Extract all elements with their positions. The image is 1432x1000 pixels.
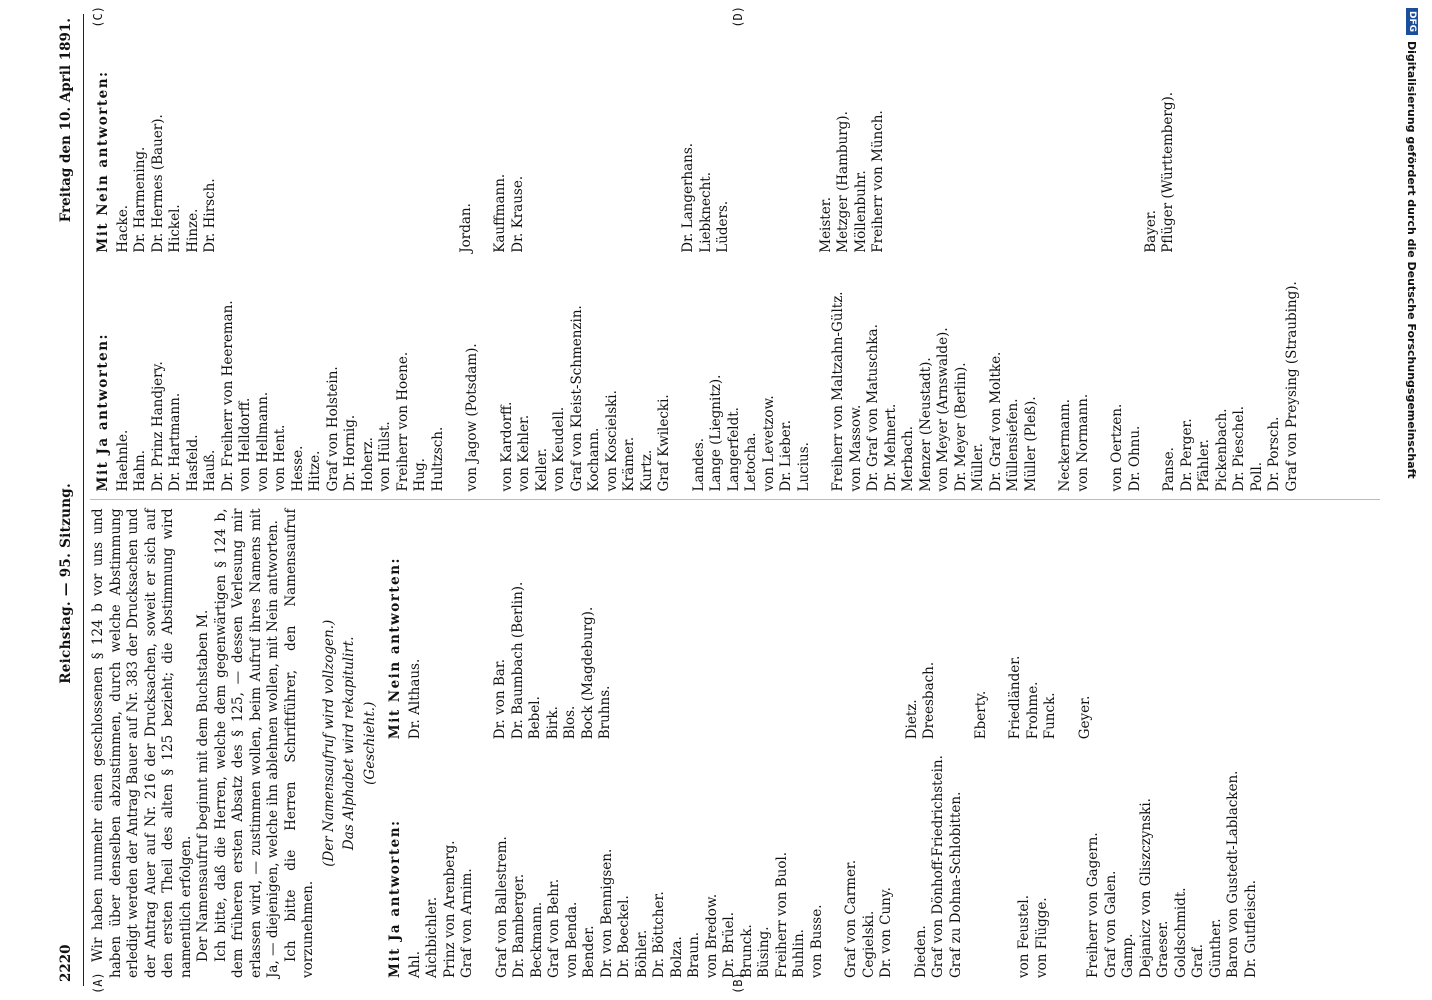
ja-name [896, 747, 913, 978]
ja-name: Dr. Porsch. [1266, 416, 1282, 492]
digitization-note-text [1400, 8, 1424, 992]
nein-name [733, 22, 750, 253]
nein-name [939, 22, 956, 253]
nein-name [356, 22, 373, 253]
ja-name: von Kardorff. [498, 401, 515, 492]
protocol-note: Das Alphabet wird rekapitulirt. [341, 636, 357, 851]
dfg-logo: DFG [1406, 8, 1418, 35]
nein-name: Blos. [562, 705, 578, 740]
nein-name: Dr. Harmening. [132, 146, 148, 253]
ja-name: Dr. Perger. [1178, 418, 1195, 492]
nein-name: Meister. [817, 197, 834, 253]
ja-name: Keller. [533, 447, 550, 492]
nein-name [339, 22, 356, 253]
nein-name [785, 509, 802, 740]
left-column [90, 501, 1380, 994]
ja-name: Hasfeld. [184, 434, 201, 492]
ja-name: Dr. Bamberger. [511, 873, 527, 978]
ja-name [1068, 747, 1085, 978]
nein-name: Bebel. [527, 696, 543, 740]
ja-name: Pfähler. [1196, 439, 1212, 492]
ja-name: Dr. Mehnert. [882, 403, 899, 492]
nein-name [1041, 22, 1058, 253]
nein-name [750, 22, 767, 253]
nein-heading-right: Mit Nein antworten: [95, 70, 111, 253]
ja-name: Menzer (Neustadt). [917, 357, 934, 492]
ja-name: Lange (Liegnitz). [708, 374, 724, 492]
ja-name: Neckermann. [1057, 398, 1073, 492]
ja-name: Prinz von Arenberg. [441, 840, 458, 978]
nein-list-left [407, 509, 1261, 748]
ja-name: Dr. Boeckel. [616, 895, 632, 978]
nein-name [615, 509, 632, 740]
nein-name [629, 22, 646, 253]
ja-name: von Meyer (Arnswalde). [935, 327, 951, 492]
page-date: Freitag den 10. April 1891. [58, 18, 74, 223]
ja-name: von Hent. [272, 424, 288, 492]
nein-name: Möllenbuhr. [852, 170, 869, 253]
ja-name: Lucius. [795, 442, 812, 492]
ja-name [826, 747, 843, 978]
ja-name: Pickenbach. [1213, 408, 1230, 492]
ja-name: Bolza. [668, 936, 685, 978]
nein-name: Bock (Magdeburg). [579, 606, 596, 740]
ja-name: Müller. [970, 443, 986, 492]
marker-d: (D) [731, 6, 745, 28]
nein-name [973, 22, 990, 253]
ja-name: Dr. Graf von Matuschka. [865, 324, 881, 492]
nein-name: Pflüger (Württemberg). [1160, 91, 1176, 253]
ja-name: von Hellmann. [254, 391, 271, 492]
nein-name: Dr. Baumbach (Berlin). [509, 581, 526, 740]
document-page [50, 0, 1390, 1000]
nein-name: Eberty. [972, 690, 989, 740]
page-header [56, 14, 84, 986]
nein-name [220, 22, 237, 253]
vote-lists-right [115, 22, 1302, 492]
ja-name [1040, 261, 1057, 492]
ja-name [813, 261, 830, 492]
nein-name [784, 22, 801, 253]
ja-name: Dr. Freiherr von Heereman. [219, 300, 236, 492]
ja-name: Graf Kwilecki. [656, 394, 672, 492]
ja-name: Letocha. [743, 432, 759, 492]
ja-name: von Jagow (Potsdam). [464, 343, 480, 492]
ja-name [982, 747, 999, 978]
nein-name: Dr. Althaus. [406, 658, 423, 740]
nein-name [271, 22, 288, 253]
ja-name: Hultzsch. [429, 426, 446, 492]
nein-name [990, 509, 1007, 740]
ja-name [1051, 747, 1068, 978]
ja-name: Graf. [1190, 943, 1206, 978]
ja-name [999, 747, 1016, 978]
nein-name [237, 22, 254, 253]
ja-name: Freiherr von Buol. [773, 851, 790, 978]
ja-name: Graf von Carmer. [843, 859, 859, 978]
ja-name: Graf von Preysing (Straubing). [1283, 281, 1300, 492]
ja-name: Müller (Pleß). [1022, 396, 1039, 492]
nein-name [1075, 22, 1092, 253]
nein-name: Metzger (Hamburg). [835, 111, 851, 253]
ja-heading-left: Mit Ja antworten: [387, 819, 403, 978]
right-column [90, 6, 1380, 501]
ja-name: Dr. Hornig. [342, 414, 358, 492]
ja-name: Hesse. [289, 445, 306, 492]
nein-name: Jordan. [457, 203, 474, 253]
ja-name: Langerfeldt. [725, 407, 742, 492]
nein-name [424, 22, 441, 253]
ja-name: Haehnle. [114, 429, 131, 492]
ja-name: Dr. Pieschel. [1231, 405, 1247, 492]
nein-name [475, 22, 492, 253]
ja-name: Kochann. [586, 427, 602, 492]
nein-name [305, 22, 322, 253]
ja-name: Beckmann. [528, 901, 545, 978]
ja-name: Graf von Kleist-Schmenzin. [568, 305, 585, 492]
ja-name: Freiherr von Maltzahn-Gültz. [830, 291, 846, 492]
ja-name: Baron von Gustedt-Lablacken. [1225, 770, 1241, 978]
nein-heading-left: Mit Nein antworten: [387, 557, 403, 740]
ja-name: Hauß. [202, 449, 218, 492]
nein-name [683, 509, 700, 740]
nein-name [767, 22, 784, 253]
marker-b: (B) [731, 972, 745, 994]
nein-name [956, 509, 973, 740]
protocol-note: (Der Namensaufruf wird vollzogen.) [320, 619, 337, 867]
nein-name [1126, 22, 1143, 253]
protocol-paragraph: Ich bitte die Herren Schriftführer, den Namensaufruf vorzunehmen. [282, 508, 316, 978]
ja-name [1092, 261, 1109, 492]
marker-a: (A) [91, 972, 105, 994]
nein-name [734, 509, 751, 740]
page-number: 2220 [58, 944, 74, 982]
nein-name [254, 22, 271, 253]
ja-name [482, 261, 499, 492]
nein-name: Dr. Hermes (Bauer). [149, 114, 166, 253]
ja-name: Günther. [1207, 918, 1224, 978]
nein-name [1060, 509, 1077, 740]
ja-name: Dr. von Bennigsen. [598, 848, 615, 978]
ja-name: Graf von Holstein. [324, 366, 341, 492]
nein-name [751, 509, 768, 740]
protocol-paragraph: Wir haben nunmehr einen geschlossenen § 124 b vor uns und haben über denselben abzustimmen, durch welche Abstimmung erledigt werden der Antrag Bauer auf Nr. 383 der Drucksachen und der Antrag Auer auf Nr. 216 der Drucksachen, soweit er sich auf den ersten Theil des alten § 125 bezieht; die Abstimmung wird namentlich erfolgen. [90, 508, 194, 978]
nein-name: Friedländer. [1007, 655, 1023, 740]
nein-name [632, 509, 649, 740]
nein-name [922, 22, 939, 253]
nein-name: Geyer. [1076, 695, 1093, 740]
nein-name [887, 509, 904, 740]
ja-name: Buhlin. [791, 929, 807, 978]
nein-name: Dietz. [903, 699, 920, 740]
ja-name: von Helldorff. [237, 397, 253, 492]
ja-list-right [115, 261, 1302, 492]
nein-name: Dr. Langerhans. [680, 142, 696, 253]
ja-name: Graeser. [1155, 920, 1171, 978]
nein-list-right [115, 22, 1302, 261]
nein-name [666, 509, 683, 740]
nein-name [836, 509, 853, 740]
nein-name [802, 509, 819, 740]
vote-lists-left [407, 509, 1261, 979]
nein-name [1109, 22, 1126, 253]
ja-name: Dr. von Cuny. [878, 887, 894, 978]
protocol-note: (Geschieht.) [361, 701, 378, 785]
nein-name [700, 509, 717, 740]
protocol-notes [321, 509, 380, 979]
vote-heading-row-right [90, 22, 115, 492]
ja-name: von Levetzow. [760, 395, 777, 492]
ja-name: Brunck. [738, 924, 755, 978]
ja-name: von Massow. [847, 404, 864, 492]
ja-name: Dr. Hartmann. [167, 392, 183, 492]
nein-name [990, 22, 1007, 253]
ja-name: Aichbichler. [424, 896, 440, 978]
protocol-paragraph: Der Namensaufruf beginnt mit dem Buchstaben M. [195, 609, 211, 962]
ja-name: von Hülst. [377, 421, 393, 492]
marker-c: (C) [91, 6, 105, 28]
ja-name [965, 747, 982, 978]
nein-name [322, 22, 339, 253]
ja-name: von Flügge. [1033, 897, 1050, 978]
protocol-text [90, 509, 318, 979]
ja-name: Hitze. [307, 450, 323, 492]
nein-name: Dr. Krause. [509, 175, 526, 253]
ja-name: Poll. [1248, 461, 1265, 492]
ja-name: Dejanicz von Gliszczynski. [1137, 798, 1154, 978]
ja-list-left [407, 747, 1261, 978]
ja-name: Dr. Brüel. [721, 911, 737, 978]
ja-name: von Normann. [1074, 393, 1091, 492]
ja-name [674, 261, 691, 492]
ja-name: von Bredow. [703, 893, 720, 978]
nein-name: Dr. von Bar. [492, 658, 508, 740]
nein-name: Hinze. [184, 208, 201, 253]
nein-name [595, 22, 612, 253]
nein-name [717, 509, 734, 740]
ja-heading-right: Mit Ja antworten: [95, 332, 111, 492]
nein-name: Bayer. [1142, 209, 1159, 253]
ja-name: Dr. Böttcher. [651, 891, 667, 978]
vote-heading-row-left [382, 509, 407, 979]
nein-name: Dr. Hirsch. [202, 178, 218, 253]
ja-name: Hoherz. [359, 437, 376, 492]
ja-name: Panse. [1161, 447, 1177, 492]
ja-name: Graf von Behr. [546, 878, 562, 978]
nein-name [288, 22, 305, 253]
nein-name [1092, 22, 1109, 253]
nein-name [527, 22, 544, 253]
ja-name: Ahl. [406, 950, 423, 978]
ja-name: Böhler. [633, 929, 650, 978]
ja-name: von Feustel. [1016, 894, 1032, 978]
nein-name [373, 22, 390, 253]
ja-name: Dieden. [912, 925, 929, 978]
nein-name: Funck. [1042, 692, 1058, 740]
ja-name: Dr. Graf von Moltke. [987, 351, 1004, 492]
nein-name [888, 22, 905, 253]
ja-name: Müllensiefen. [1005, 398, 1021, 492]
nein-name: Lüders. [715, 200, 731, 253]
ja-name: Goldschmidt. [1172, 887, 1189, 978]
ja-name: Dr. Lieber. [778, 419, 794, 492]
nein-name [819, 509, 836, 740]
nein-name [612, 22, 629, 253]
nein-name [853, 509, 870, 740]
nein-name: Dreesbach. [921, 661, 937, 740]
ja-name: Bender. [581, 925, 597, 978]
nein-name: Kauffmann. [492, 173, 508, 253]
ja-name: Graf von Arnim. [459, 868, 475, 978]
ja-name: Graf von Ballestrem. [493, 836, 510, 978]
nein-name: Frohme. [1024, 681, 1041, 740]
nein-name: Liebknecht. [697, 172, 714, 253]
nein-name [424, 509, 441, 740]
ja-name [477, 747, 494, 978]
digitization-note [1392, 0, 1432, 1000]
ja-name: Braun. [686, 931, 702, 978]
ja-name: Cegielski. [860, 910, 877, 978]
nein-name [1024, 22, 1041, 253]
ja-name: von Benda. [563, 901, 580, 978]
ja-name: Merbach. [900, 425, 916, 492]
ja-name: Dr. Gutfleisch. [1242, 879, 1259, 978]
nein-name: Bruhns. [597, 685, 613, 740]
ja-name: Hug. [412, 458, 428, 492]
protocol-paragraph: Ich bitte, daß die Herren, welche dem gegenwärtigen § 124 b, dem früheren ersten Absatz des § 125, — dessen Verlesung mir erlassen wird, — zustimmen wollen, beim Aufruf ihres Namens mit Ja, — diejenigen, welche ihn ablehnen wollen, mit Nein antworten. [212, 508, 281, 978]
nein-name [578, 22, 595, 253]
nein-name [390, 22, 407, 253]
ja-name: Hahn. [132, 449, 148, 492]
nein-name [939, 509, 956, 740]
ja-name: Gamp. [1120, 933, 1136, 978]
ja-name: Landes. [690, 437, 707, 492]
nein-name [407, 22, 424, 253]
nein-name [561, 22, 578, 253]
nein-name [905, 22, 922, 253]
nein-name [458, 509, 475, 740]
ja-name: Graf von Galen. [1102, 870, 1119, 978]
ja-name: von Koscielski. [603, 390, 620, 492]
dfg-credit: Digitalisierung gefördert durch die Deutsche Forschungsgemeinschaft [1405, 41, 1419, 479]
ja-name [1144, 261, 1161, 492]
ja-name [447, 261, 464, 492]
ja-name: von Busse. [808, 904, 825, 978]
ja-name: Dr. Meyer (Berlin). [952, 362, 969, 492]
nein-name [801, 22, 818, 253]
nein-name [1058, 22, 1075, 253]
ja-name: Dr. Prinz Handjery. [149, 361, 166, 492]
nein-name [870, 509, 887, 740]
nein-name [1007, 22, 1024, 253]
page-columns [90, 6, 1380, 994]
ja-name: von Oertzen. [1109, 403, 1125, 492]
nein-name [956, 22, 973, 253]
ja-name: Graf von Dönhoff-Friedrichstein. [930, 755, 946, 978]
ja-name: von Keudell. [551, 406, 567, 492]
nein-name [768, 509, 785, 740]
nein-name [441, 509, 458, 740]
nein-name [646, 22, 663, 253]
ja-name: Freiherr von Hoene. [394, 351, 411, 492]
ja-name: von Kehler. [516, 414, 532, 492]
ja-name: Kurtz. [638, 449, 655, 492]
nein-name [649, 509, 666, 740]
page-title: Reichstag. — 95. Sitzung. [58, 482, 74, 684]
nein-name [544, 22, 561, 253]
nein-name: Hacke. [114, 204, 131, 253]
nein-name: Birk. [544, 706, 561, 740]
nein-name: Hickel. [167, 204, 183, 253]
nein-name: Freiherr von Münch. [870, 110, 886, 253]
nein-name [475, 509, 492, 740]
ja-name: Graf zu Dohna-Schlobitten. [947, 791, 964, 978]
ja-name: Freiherr von Gagern. [1085, 832, 1101, 978]
ja-name: Dr. Ohnu. [1126, 425, 1143, 492]
ja-name: Büsing. [756, 926, 772, 978]
nein-name [441, 22, 458, 253]
nein-name [663, 22, 680, 253]
ja-name: Krämer. [621, 436, 637, 492]
